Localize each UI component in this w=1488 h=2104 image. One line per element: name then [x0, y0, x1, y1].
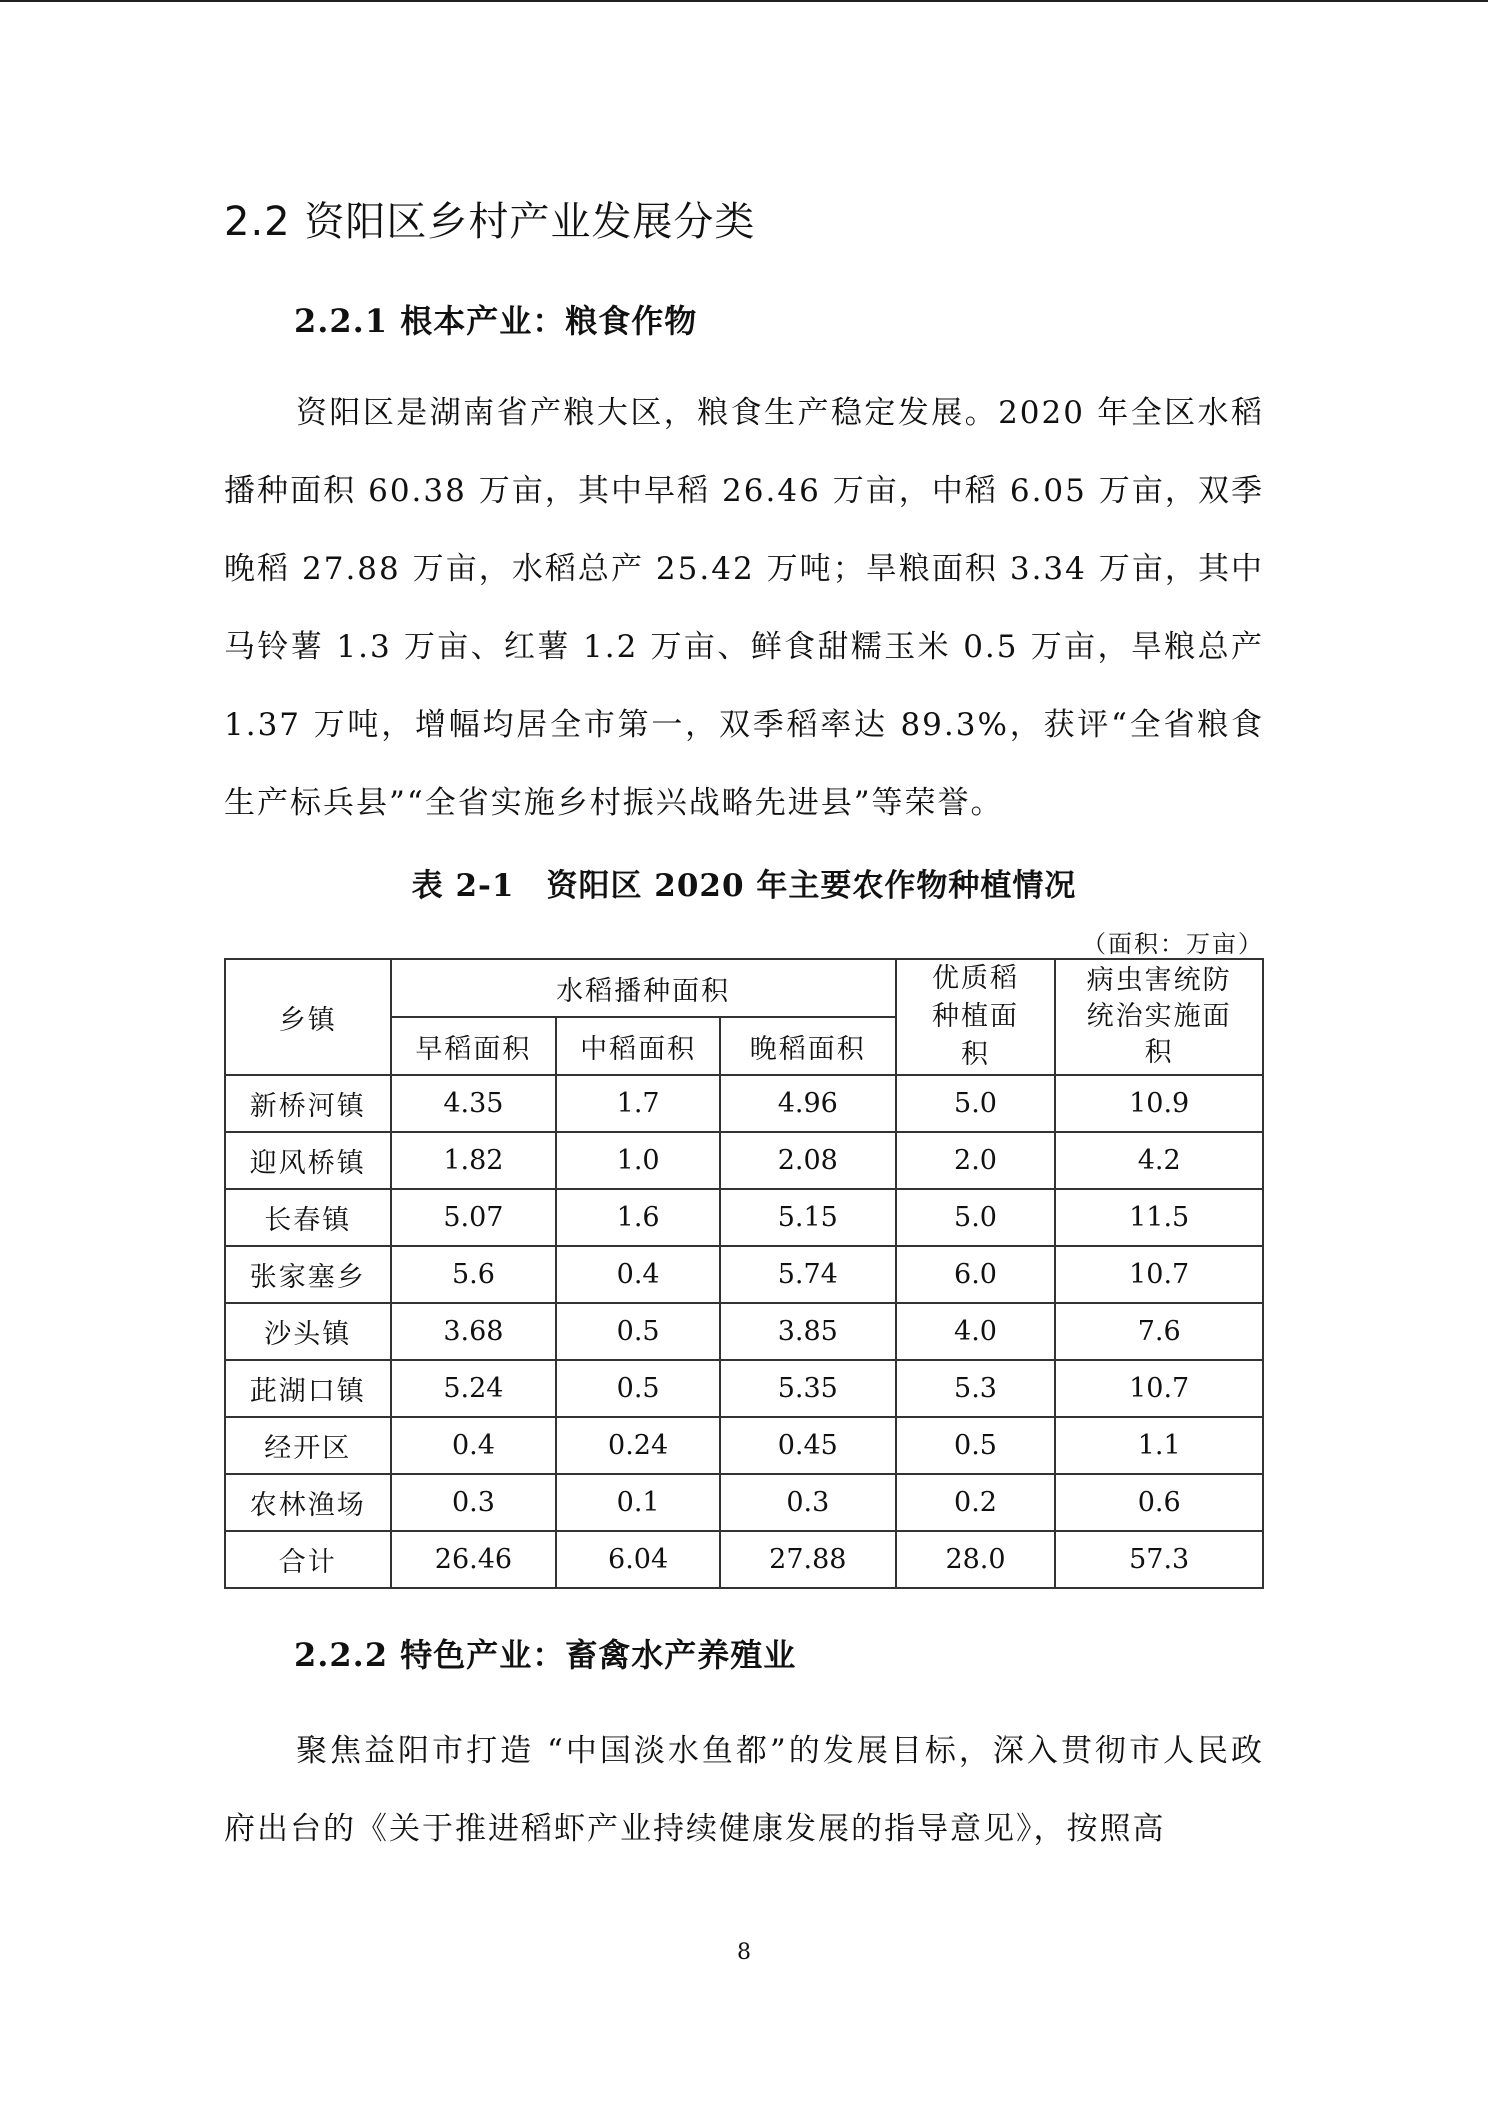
cell-quality: 5.3	[896, 1360, 1056, 1417]
table-row	[225, 1474, 1263, 1531]
cell-middle: 6.04	[556, 1531, 720, 1588]
cell-early: 5.24	[391, 1360, 557, 1417]
cell-town: 经开区	[225, 1417, 391, 1474]
cell-early: 0.4	[391, 1417, 557, 1474]
header-early-rice: 早稻面积	[391, 1017, 557, 1075]
table-row	[225, 1189, 1263, 1246]
cell-quality: 0.5	[896, 1417, 1056, 1474]
cell-early: 4.35	[391, 1075, 557, 1132]
cell-pest: 0.6	[1055, 1474, 1263, 1531]
cell-quality: 2.0	[896, 1132, 1056, 1189]
table-total-row	[225, 1531, 1263, 1588]
subsection-title-2: 2.2.2 特色产业：畜禽水产养殖业	[294, 1636, 797, 1674]
cell-late: 5.35	[720, 1360, 896, 1417]
cell-pest: 11.5	[1055, 1189, 1263, 1246]
cell-late: 4.96	[720, 1075, 896, 1132]
cell-middle: 0.1	[556, 1474, 720, 1531]
cell-late: 2.08	[720, 1132, 896, 1189]
cell-town: 茈湖口镇	[225, 1360, 391, 1417]
paragraph-1: 资阳区是湖南省产粮大区，粮食生产稳定发展。2020 年全区水稻播种面积 60.38 万亩，其中早稻 26.46 万亩，中稻 6.05 万亩，双季晚稻 27.88 万亩，水稻总产 25.42 万吨；旱粮面积 3.34 万亩，其中马铃薯 1.3 万亩、红薯 1.2 万亩、鲜食甜糯玉米 0.5 万亩，旱粮总产 1.37 万吨，增幅均居全市第一，双季稻率达 89.3%，获评“全省粮食生产标兵县”“全省实施乡村振兴战略先进县”等荣誉。	[224, 395, 1264, 821]
header-town: 乡镇	[225, 959, 391, 1075]
table-unit-note: （面积：万亩）	[1082, 930, 1264, 958]
cell-pest: 57.3	[1055, 1531, 1263, 1588]
cell-pest: 7.6	[1055, 1303, 1263, 1360]
table-row	[225, 1246, 1263, 1303]
cell-quality: 5.0	[896, 1075, 1056, 1132]
cell-pest: 4.2	[1055, 1132, 1263, 1189]
table-row	[225, 1360, 1263, 1417]
cell-pest: 1.1	[1055, 1417, 1263, 1474]
cell-town: 长春镇	[225, 1189, 391, 1246]
crop-planting-table	[224, 958, 1264, 1589]
cell-town: 农林渔场	[225, 1474, 391, 1531]
cell-late: 0.3	[720, 1474, 896, 1531]
cell-town: 张家塞乡	[225, 1246, 391, 1303]
cell-early: 0.3	[391, 1474, 557, 1531]
table-caption: 表 2-1 资阳区 2020 年主要农作物种植情况	[411, 868, 1077, 904]
header-late-rice: 晚稻面积	[720, 1017, 896, 1075]
cell-quality: 5.0	[896, 1189, 1056, 1246]
cell-early: 5.6	[391, 1246, 557, 1303]
cell-late: 5.15	[720, 1189, 896, 1246]
cell-pest: 10.9	[1055, 1075, 1263, 1132]
page-number: 8	[737, 1940, 751, 1965]
cell-town: 新桥河镇	[225, 1075, 391, 1132]
cell-early: 5.07	[391, 1189, 557, 1246]
header-rice-area: 水稻播种面积	[391, 959, 896, 1017]
cell-middle: 1.0	[556, 1132, 720, 1189]
page-top-border	[0, 0, 1488, 2]
table-row	[225, 1417, 1263, 1474]
table-row	[225, 1303, 1263, 1360]
cell-quality: 28.0	[896, 1531, 1056, 1588]
cell-middle: 1.6	[556, 1189, 720, 1246]
cell-quality: 6.0	[896, 1246, 1056, 1303]
cell-pest: 10.7	[1055, 1360, 1263, 1417]
cell-middle: 0.24	[556, 1417, 720, 1474]
table-row	[225, 1075, 1263, 1132]
cell-late: 3.85	[720, 1303, 896, 1360]
cell-quality: 0.2	[896, 1474, 1056, 1531]
subsection-title-1: 2.2.1 根本产业：粮食作物	[294, 302, 698, 340]
section-title: 2.2 资阳区乡村产业发展分类	[224, 199, 756, 245]
cell-middle: 0.5	[556, 1360, 720, 1417]
cell-late: 5.74	[720, 1246, 896, 1303]
cell-early: 1.82	[391, 1132, 557, 1189]
cell-late: 27.88	[720, 1531, 896, 1588]
cell-middle: 0.4	[556, 1246, 720, 1303]
cell-quality: 4.0	[896, 1303, 1056, 1360]
header-middle-rice: 中稻面积	[556, 1017, 720, 1075]
table-row	[225, 1132, 1263, 1189]
cell-late: 0.45	[720, 1417, 896, 1474]
cell-town: 迎风桥镇	[225, 1132, 391, 1189]
cell-town: 沙头镇	[225, 1303, 391, 1360]
header-pest-control: 病虫害统防统治实施面积	[1055, 959, 1263, 1075]
cell-middle: 0.5	[556, 1303, 720, 1360]
header-quality-rice: 优质稻种植面积	[896, 959, 1056, 1075]
cell-pest: 10.7	[1055, 1246, 1263, 1303]
paragraph-2: 聚焦益阳市打造 “中国淡水鱼都”的发展目标，深入贯彻市人民政府出台的《关于推进稻虾产业持续健康发展的指导意见》，按照高	[224, 1733, 1264, 1847]
cell-town: 合计	[225, 1531, 391, 1588]
cell-early: 26.46	[391, 1531, 557, 1588]
cell-middle: 1.7	[556, 1075, 720, 1132]
cell-early: 3.68	[391, 1303, 557, 1360]
